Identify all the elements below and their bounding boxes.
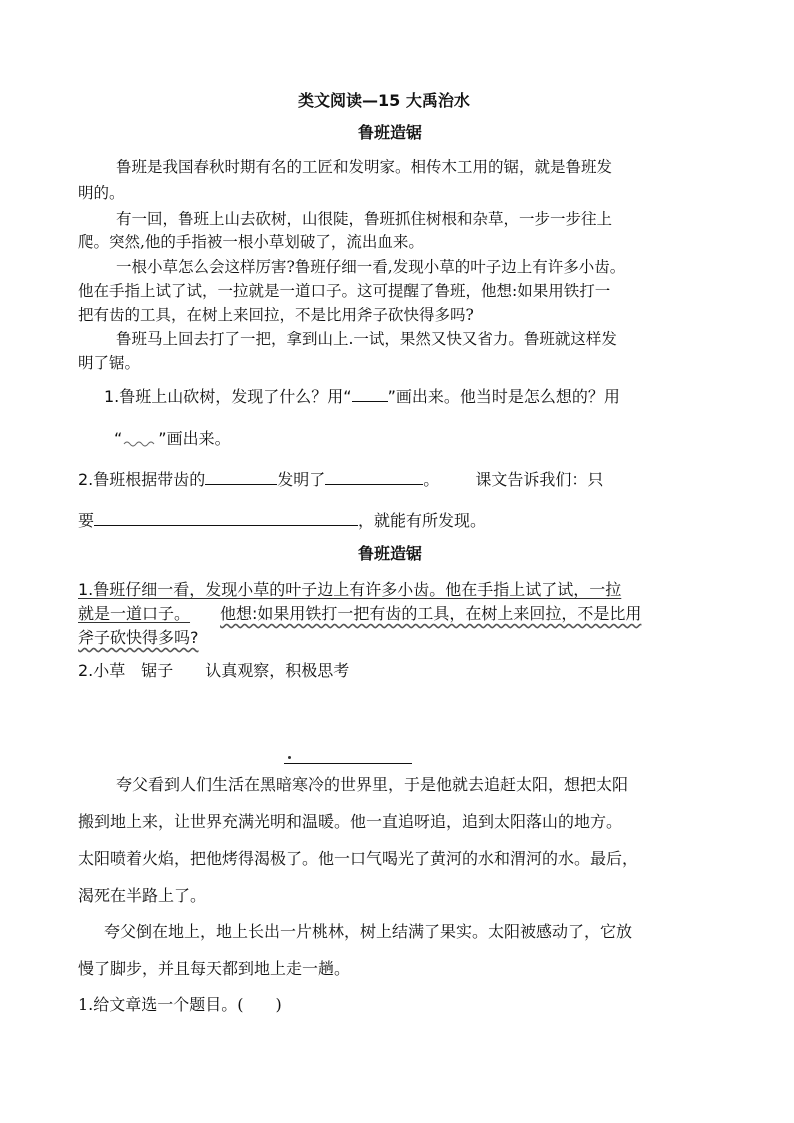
passage-line: 爬。突然,他的手指被一根小草划破了，流出血来。 <box>78 233 424 251</box>
answer-1-line-3: 斧子砍快得多吗? <box>78 628 199 647</box>
passage-line: 夸父看到人们生活在黑暗寒冷的世界里，于是他就去追赶太阳，想把太阳 <box>116 775 629 794</box>
passage-line: 他在手指上试了试，一拉就是一道口子。这可提醒了鲁班，他想:如果用铁打一 <box>78 282 611 300</box>
question-2-line-2: 要 ，就能有所发现。 <box>78 511 487 530</box>
passage-line: 太阳喷着火焰，把他烤得渴极了。他一口气喝光了黄河的水和渭河的水。最后， <box>78 849 639 868</box>
passage-line: 把有齿的工具，在树上来回拉，不是比用斧子砍快得多吗? <box>78 306 474 324</box>
question-2-line-1: 2.鲁班根据带齿的 发明了 。 课文告诉我们：只 <box>78 470 604 489</box>
answer-2: 2.小草 锯子 认真观察，积极思考 <box>78 661 350 680</box>
question-line: 1.给文章选一个题目。( ) <box>78 995 282 1014</box>
passage-line: 有一回，鲁班上山去砍树，山很陡，鲁班抓住树根和杂草，一步一步往上 <box>116 210 613 228</box>
solid-line-sample <box>352 389 388 402</box>
passage-line: 鲁班是我国春秋时期有名的工匠和发明家。相传木工用的锯，就是鲁班发 <box>116 158 613 176</box>
passage-line: 渴死在半路上了。 <box>78 886 207 905</box>
answer-blank[interactable] <box>205 470 277 485</box>
passage-line: 搬到地上来，让世界充满光明和温暖。他一直追呀追，追到太阳落山的地方。 <box>78 812 623 831</box>
question-1-line-2: “ ”画出来。 <box>114 429 231 448</box>
page-title: 类文阅读—15 大禹治水 <box>298 91 470 110</box>
passage-line: 明了锯。 <box>78 354 141 372</box>
answer-blank[interactable] <box>94 511 358 526</box>
answer-1-line-1: 1.鲁班仔细一看，发现小草的叶子边上有许多小齿。他在手指上试了试，一拉 <box>78 580 622 599</box>
passage-line: 慢了脚步，并且每天都到地上走一趟。 <box>78 959 351 978</box>
answer-1-line-2: 就是一道口子。 他想:如果用铁打一把有齿的工具，在树上来回拉，不是比用 <box>78 604 642 623</box>
dot-mark <box>288 756 291 759</box>
passage-line: 一根小草怎么会这样厉害?鲁班仔细一看,发现小草的叶子边上有许多小齿。 <box>116 258 626 276</box>
passage-title: 鲁班造锯 <box>358 123 423 142</box>
passage-line: 夸父倒在地上，地上长出一片桃林，树上结满了果实。太阳被感动了，它放 <box>104 922 633 941</box>
wavy-line-sample <box>122 430 158 444</box>
answer-title: 鲁班造锯 <box>358 544 423 563</box>
passage-line: 鲁班马上回去打了一把，拿到山上.一试，果然又快又省力。鲁班就这样发 <box>116 330 617 348</box>
question-1-line-1: 1.鲁班上山砍树，发现了什么？用“ ”画出来。他当时是怎么想的？用 <box>104 387 620 406</box>
passage-line: 明的。 <box>78 184 125 202</box>
section-divider <box>284 763 412 764</box>
answer-blank[interactable] <box>325 470 423 485</box>
